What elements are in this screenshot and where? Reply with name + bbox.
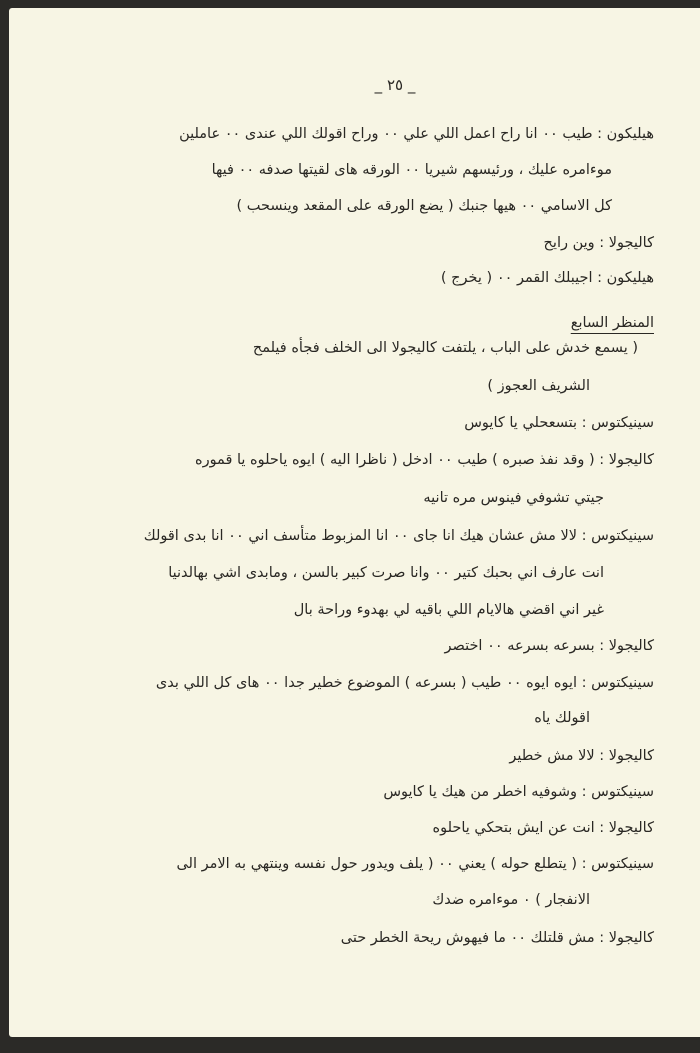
script-line: هيليكون : طيب ٠٠ انا راح اعمل اللي علي ٠٠ وراح اقولك اللي عندى ٠٠ عاملين <box>179 126 654 142</box>
script-line: سينيكتوس : وشوفيه اخطر من هيك يا كايوس <box>383 784 654 800</box>
script-line: سينيكتوس : بتسعحلي يا كايوس <box>464 415 654 431</box>
script-line: الشريف العجوز ) <box>487 378 590 394</box>
script-line: جيتي تشوفي فينوس مره تانيه <box>423 490 604 506</box>
script-line: غير اني اقضي هالايام اللي باقيه لي بهدوء وراحة بال <box>293 602 604 618</box>
script-line: كاليجولا : لالا مش خطير <box>509 748 654 764</box>
scene-heading: المنظر السابع <box>570 315 654 331</box>
page-number: _ ٢٥ _ <box>374 76 416 94</box>
script-line: موءامره عليك ، ورئيسهم شيريا ٠٠ الورقه هاى لقيتها صدفه ٠٠ فيها <box>211 162 612 178</box>
script-line: كاليجولا : انت عن ايش بتحكي ياحلوه <box>432 820 654 836</box>
script-line: سينيكتوس : ايوه ايوه ٠٠ طيب ( بسرعه ) الموضوع خطير جدا ٠٠ هاى كل اللي بدى <box>155 675 654 691</box>
script-line: ( يسمع خدش على الباب ، يلتفت كاليجولا الى الخلف فجأه فيلمح <box>252 340 638 356</box>
script-line: سينيكتوس : لالا مش عشان هيك انا جاى ٠٠ انا المزبوط متأسف اني ٠٠ انا بدى اقولك <box>143 528 654 544</box>
script-line: هيليكون : اجيبلك القمر ٠٠ ( يخرج ) <box>440 270 654 286</box>
script-line: الانفجار ) ٠ موءامره ضدك <box>432 892 590 908</box>
script-line: اقولك ياه <box>534 710 590 726</box>
script-line: كاليجولا : مش قلتلك ٠٠ ما فيهوش ريحة الخطر حتى <box>340 930 654 946</box>
script-line: كاليجولا : ( وقد نفذ صبره ) طيب ٠٠ ادخل ( ناظرا اليه ) ايوه ياحلوه يا قموره <box>194 452 654 468</box>
script-line: كاليجولا : وين رايح <box>543 235 654 251</box>
script-line: سينيكتوس : ( يتطلع حوله ) يعني ٠٠ ( يلف ويدور حول نفسه وينتهي به الامر الى <box>176 856 654 872</box>
script-line: انت عارف اني بحبك كتير ٠٠ وانا صرت كبير بالسن ، ومابدى اشي بهالدنيا <box>168 565 604 581</box>
script-line: كل الاسامي ٠٠ هيها جنبك ( يضع الورقه على المقعد وينسحب ) <box>236 198 612 214</box>
script-line: كاليجولا : بسرعه بسرعه ٠٠ اختصر <box>444 638 654 654</box>
